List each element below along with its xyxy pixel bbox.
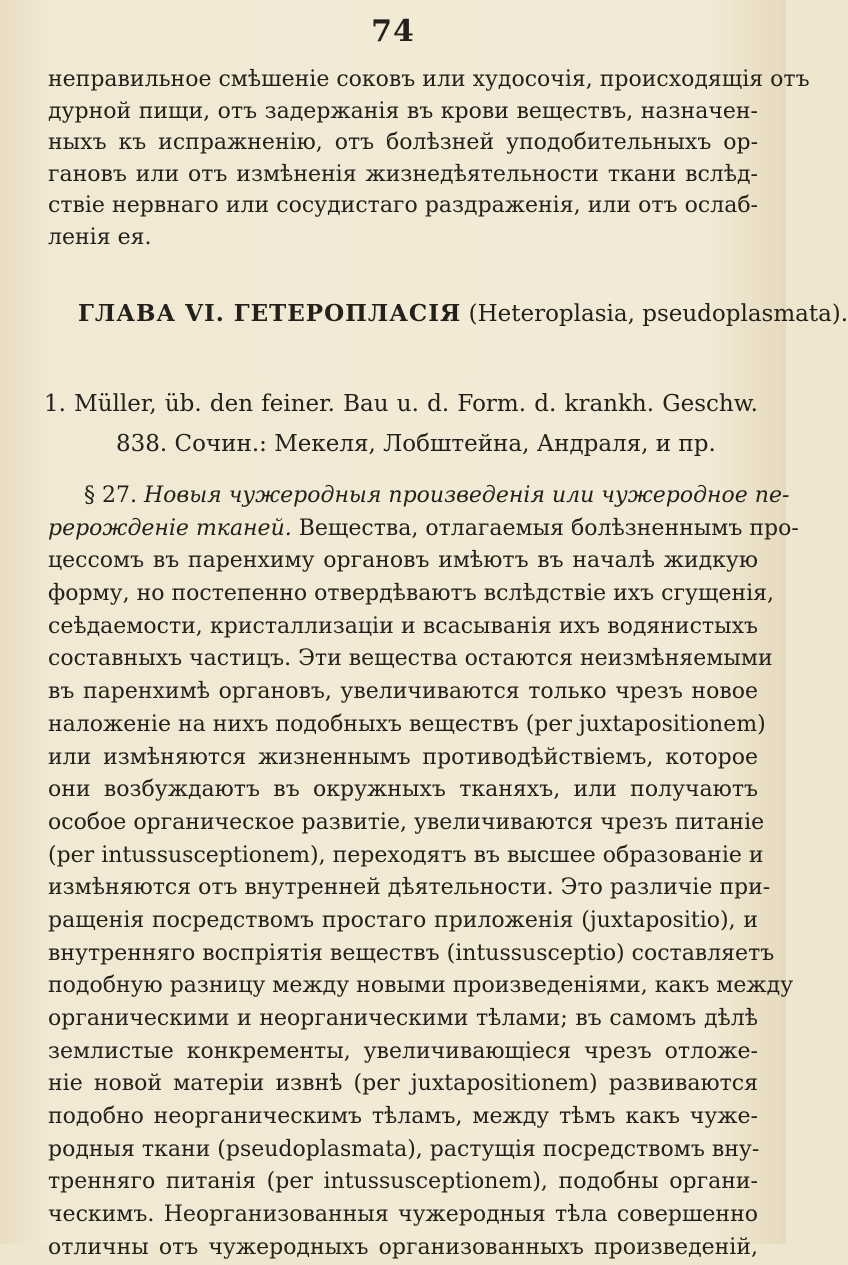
reference-line: 1. Müller, üb. den feiner. Bau u. d. Form. d. krankh. Geschw. <box>44 391 758 417</box>
chapter-heading <box>78 300 848 327</box>
reference-line: 838. Сочин.: Мекеля, Лобштейна, Андраля, и пр. <box>116 431 716 457</box>
text-line: землистые конкременты, увеличивающіеся чрезъ отложе- <box>48 1038 758 1064</box>
section-sign: § 27. <box>84 483 137 508</box>
text-line: ращенія посредствомъ простаго приложенія (juxtapositio), и <box>48 907 758 933</box>
text-line: или измѣняются жизненнымъ противодѣйствіемъ, которое <box>48 744 758 770</box>
page-number: 74 <box>371 14 415 49</box>
text-line: (per intussusceptionem), переходятъ въ высшее образованіе и <box>48 842 764 868</box>
text-line: цессомъ въ паренхиму органовъ имѣютъ въ началѣ жидкую <box>48 548 758 574</box>
text-line: ческимъ. Неорганизованныя чужеродныя тѣла совершенно <box>48 1202 758 1228</box>
text-line: въ паренхимѣ органовъ, увеличиваются только чрезъ новое <box>48 679 758 705</box>
text-line: сеѣдаемости, кристаллизаціи и всасыванія ихъ водянистыхъ <box>48 613 758 639</box>
text-line: тренняго питанія (per intussusceptionem), подобны органи- <box>48 1169 758 1195</box>
text-line: органическими и неорганическими тѣлами; въ самомъ дѣлѣ <box>48 1006 758 1031</box>
text-line: измѣняются отъ внутренней дѣятельности. Это различіе при- <box>48 875 771 901</box>
text-line: подобно неорганическимъ тѣламъ, между тѣмъ какъ чуже- <box>48 1104 758 1130</box>
chapter-heading-latin: (Heteroplasia, pseudoplasmata). <box>461 301 848 327</box>
text-line: ныхъ къ испражненію, отъ болѣзней уподобительныхъ ор- <box>48 130 758 155</box>
text-line: форму, но постепенно отвердѣваютъ вслѣдствіе ихъ сгущенія, <box>48 581 775 607</box>
references <box>44 384 758 464</box>
top-paragraph <box>48 64 810 253</box>
text-line: составныхъ частицъ. Эти вещества остаются неизмѣняемыми <box>48 646 773 672</box>
section-text: Вещества, отлагаемыя болѣзненнымъ про- <box>291 515 799 541</box>
chapter-heading-label: ГЛАВА VI. ГЕТЕРОПЛАСІЯ <box>78 300 462 327</box>
section-27 <box>48 480 799 1265</box>
section-title-line <box>48 513 799 546</box>
text-line: гановъ или отъ измѣненія жизнедѣятельности ткани вслѣд- <box>48 161 758 187</box>
section-title-line <box>48 480 790 513</box>
text-line: наложеніе на нихъ подобныхъ веществъ (per juxtapositionem) <box>48 711 766 737</box>
text-line: ствіе нервнаго или сосудистаго раздраженія, или отъ ослаб- <box>48 193 758 218</box>
text-line: дурной пищи, отъ задержанія въ крови веществъ, назначен- <box>48 98 758 124</box>
section-title: Новыя чужеродныя произведенія или чужеродное пе- <box>143 483 790 508</box>
text-line: ніе новой матеріи извнѣ (per juxtapositionem) развиваются <box>48 1071 758 1097</box>
section-title-cont: рерожденіе тканей. <box>48 515 292 541</box>
section-body <box>48 545 794 1264</box>
text-line: ленія ея. <box>48 224 152 250</box>
text-line: они возбуждаютъ въ окружныхъ тканяхъ, или получаютъ <box>48 777 758 803</box>
text-line: особое органическое развитіе, увеличиваются чрезъ питаніе <box>48 809 765 835</box>
text-line: внутренняго воспріятія веществъ (intussusceptio) составляетъ <box>48 940 775 966</box>
text-line: отличны отъ чужеродныхъ организованныхъ произведеній, <box>48 1234 758 1260</box>
text-line: родныя ткани (pseudoplasmata), растущія посредствомъ вну- <box>48 1136 760 1162</box>
text-line: подобную разницу между новыми произведеніями, какъ между <box>48 973 794 999</box>
text-line: неправильное смѣшеніе соковъ или худосочія, происходящія отъ <box>48 67 810 92</box>
